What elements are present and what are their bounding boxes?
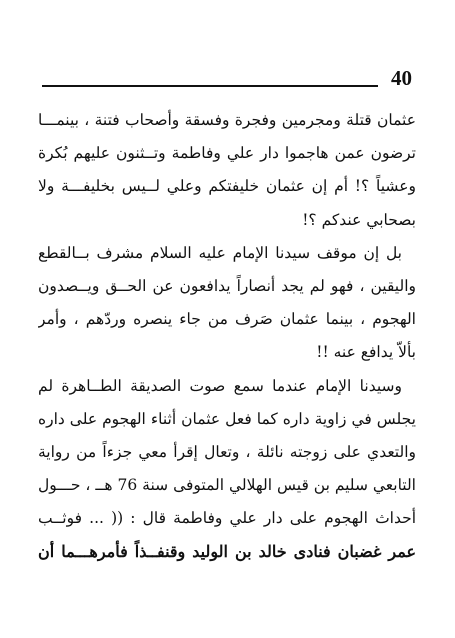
- text-line: والتعدي على زوجته نائلة ، وتعال إقرأ معي جزءاً من رواية: [38, 442, 416, 461]
- header-rule: [42, 85, 378, 87]
- page-header: [42, 66, 412, 92]
- text-line: أحداث الهجوم على دار علي وفاطمة قال : (( ... فوثــب: [38, 509, 416, 528]
- paragraph-2: [38, 237, 416, 370]
- text-line: عثمان قتلة ومجرمين وفجرة وفسقة وأصحاب فتنة ، بينمـــا: [38, 111, 416, 129]
- body-text: [38, 104, 416, 569]
- paragraph-3: [38, 370, 416, 569]
- text-line: بصحابي عندكم ؟!: [302, 210, 416, 229]
- text-line: وعشياً ؟! أم إن عثمان خليفتكم وعلي لــيس بخليفـــة ولا: [38, 177, 416, 196]
- text-line: يجلس في زاوية داره كما فعل عثمان أثناء الهجوم على داره: [38, 409, 416, 428]
- text-line: واليقين ، فهو لم يجد أنصاراً يدافعون عن الحــق ويــصدون: [38, 276, 416, 295]
- text-line: التابعي سليم بن قيس الهلالي المتوفى سنة 76 هــ ، حـــول: [38, 476, 416, 495]
- text-line: وسيدنا الإمام عندما سمع صوت الصديقة الطــاهرة لم: [38, 376, 402, 395]
- page-number: 40: [391, 66, 412, 90]
- text-line: الهجوم ، بينما عثمان صَرف من جاء ينصره وردّهم ، وأمر: [38, 310, 416, 329]
- text-line: ترضون عمن هاجموا دار علي وفاطمة وتــثنون عليهم بُكرة: [38, 144, 416, 163]
- text-line: بألاّ يدافع عنه !!: [316, 343, 416, 362]
- paragraph-1: [38, 104, 416, 237]
- text-line: بل إن موقف سيدنا الإمام عليه السلام مشرف بــالقطع: [38, 243, 402, 262]
- text-line: عمر غضبان فنادى خالد بن الوليد وقنفــذاً فأمرهـــما أن: [38, 542, 416, 562]
